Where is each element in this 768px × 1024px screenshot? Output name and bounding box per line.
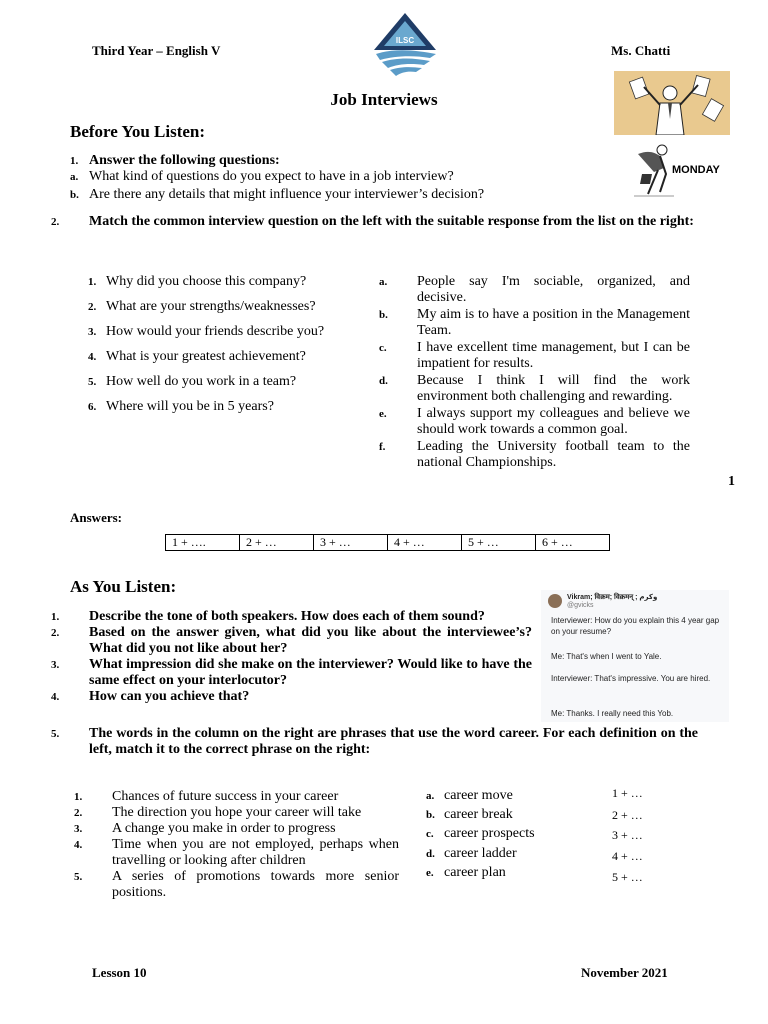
tweet-screenshot <box>541 590 729 722</box>
answer-cell[interactable]: 1 + …. <box>166 535 240 551</box>
match-blank[interactable]: 3 + … <box>612 828 643 842</box>
question-5: 5. The words in the column on the right are phrases that use the word career. For each definition on the left, match it to the correct phrase on the right: <box>51 726 698 757</box>
as-listen-item: 2. Based on the answer given, what did you like about the interviewee’s? What did you not like about her? <box>51 625 532 656</box>
phrases-list <box>426 788 596 888</box>
tweet-line: Interviewer: That's impressive. You are hired. <box>551 674 711 683</box>
as-listen-heading: As You Listen: <box>70 577 177 596</box>
before-listen-heading: Before You Listen: <box>70 122 206 141</box>
monday-image <box>624 140 732 198</box>
as-listen-item: 3. What impression did she make on the interviewer? Would like to have the same effect on your interlocutor? <box>51 657 532 688</box>
question-1: 1. Answer the following questions: <box>70 153 280 168</box>
response-item: d. Because I think I will find the work environment both challenging and rewarding. <box>379 373 690 404</box>
answers-label: Answers: <box>70 510 122 525</box>
interview-question: 1. Why did you choose this company? <box>88 274 307 289</box>
answers-table <box>165 534 610 551</box>
definition-item: 5. A series of promotions towards more senior positions. <box>74 869 399 900</box>
teacher-label: Ms. Chatti <box>611 43 671 58</box>
phrase-item: d. career ladder <box>426 846 517 861</box>
as-listen-item: 1. Describe the tone of both speakers. How does each of them sound? <box>51 609 485 624</box>
matches-list <box>612 786 672 890</box>
page-number: 1 <box>728 474 735 489</box>
answer-cell[interactable]: 3 + … <box>314 535 388 551</box>
interview-question: 3. How would your friends describe you? <box>88 324 325 339</box>
answer-cell[interactable]: 5 + … <box>462 535 536 551</box>
definition-item: 4. Time when you are not employed, perhaps when travelling or looking after children <box>74 837 399 868</box>
phrase-item: b. career break <box>426 807 513 822</box>
phrase-item: e. career plan <box>426 865 506 880</box>
tweet-author: Vikram; विक्रम; विक्रमन् ; وكرم <box>567 594 658 601</box>
avatar <box>548 594 562 608</box>
match-blank[interactable]: 1 + … <box>612 786 643 800</box>
definitions-list <box>74 789 399 901</box>
definition-item: 3. A change you make in order to progress <box>74 821 336 836</box>
question-1a: a. What kind of questions do you expect to have in a job interview? <box>70 169 454 184</box>
response-item: f. Leading the University football team to the national Championships. <box>379 439 690 470</box>
monday-label: MONDAY <box>672 164 720 176</box>
tweet-line: Me: That's when I went to Yale. <box>551 652 662 661</box>
question-1b: b. Are there any details that might influence your interviewer’s decision? <box>70 187 485 202</box>
interview-questions-list <box>88 274 378 424</box>
interview-question: 6. Where will you be in 5 years? <box>88 399 274 414</box>
tweet-line: Interviewer: How do you explain this 4 year gap on your resume? <box>551 616 720 636</box>
response-item: c. I have excellent time management, but I can be impatient for results. <box>379 340 690 371</box>
tweet-line: Me: Thanks. I really need this Yob. <box>551 709 674 718</box>
tweet-handle: @gvicks <box>567 602 594 609</box>
interview-question: 5. How well do you work in a team? <box>88 374 297 389</box>
definition-item: 2. The direction you hope your career will take <box>74 805 362 820</box>
question-2: 2. Match the common interview question on the left with the suitable response from the list on the right: <box>51 214 694 229</box>
match-blank[interactable]: 5 + … <box>612 870 643 884</box>
answer-cell[interactable]: 4 + … <box>388 535 462 551</box>
page-title: Job Interviews <box>330 90 438 109</box>
phrase-item: a. career move <box>426 788 513 803</box>
match-blank[interactable]: 2 + … <box>612 808 643 822</box>
answer-cell[interactable]: 2 + … <box>240 535 314 551</box>
logo-text: ILSC <box>395 36 415 45</box>
response-item: b. My aim is to have a position in the Management Team. <box>379 307 690 338</box>
response-item: a. People say I'm sociable, organized, and decisive. <box>379 274 690 305</box>
as-listen-questions <box>51 609 532 705</box>
course-label: Third Year – English V <box>92 43 221 58</box>
phrase-item: c. career prospects <box>426 826 535 841</box>
lesson-label: Lesson 10 <box>92 965 147 980</box>
answer-cell[interactable]: 6 + … <box>536 535 610 551</box>
interview-question: 4. What is your greatest achievement? <box>88 349 306 364</box>
definition-item: 1. Chances of future success in your career <box>74 789 339 804</box>
interview-question: 2. What are your strengths/weaknesses? <box>88 299 316 314</box>
date-label: November 2021 <box>581 965 668 980</box>
stressed-man-image <box>614 71 730 135</box>
school-logo <box>372 10 438 80</box>
as-listen-item: 4. How can you achieve that? <box>51 689 250 704</box>
match-blank[interactable]: 4 + … <box>612 849 643 863</box>
response-item: e. I always support my colleagues and believe we should work towards a common goal. <box>379 406 690 437</box>
responses-list <box>379 274 690 471</box>
